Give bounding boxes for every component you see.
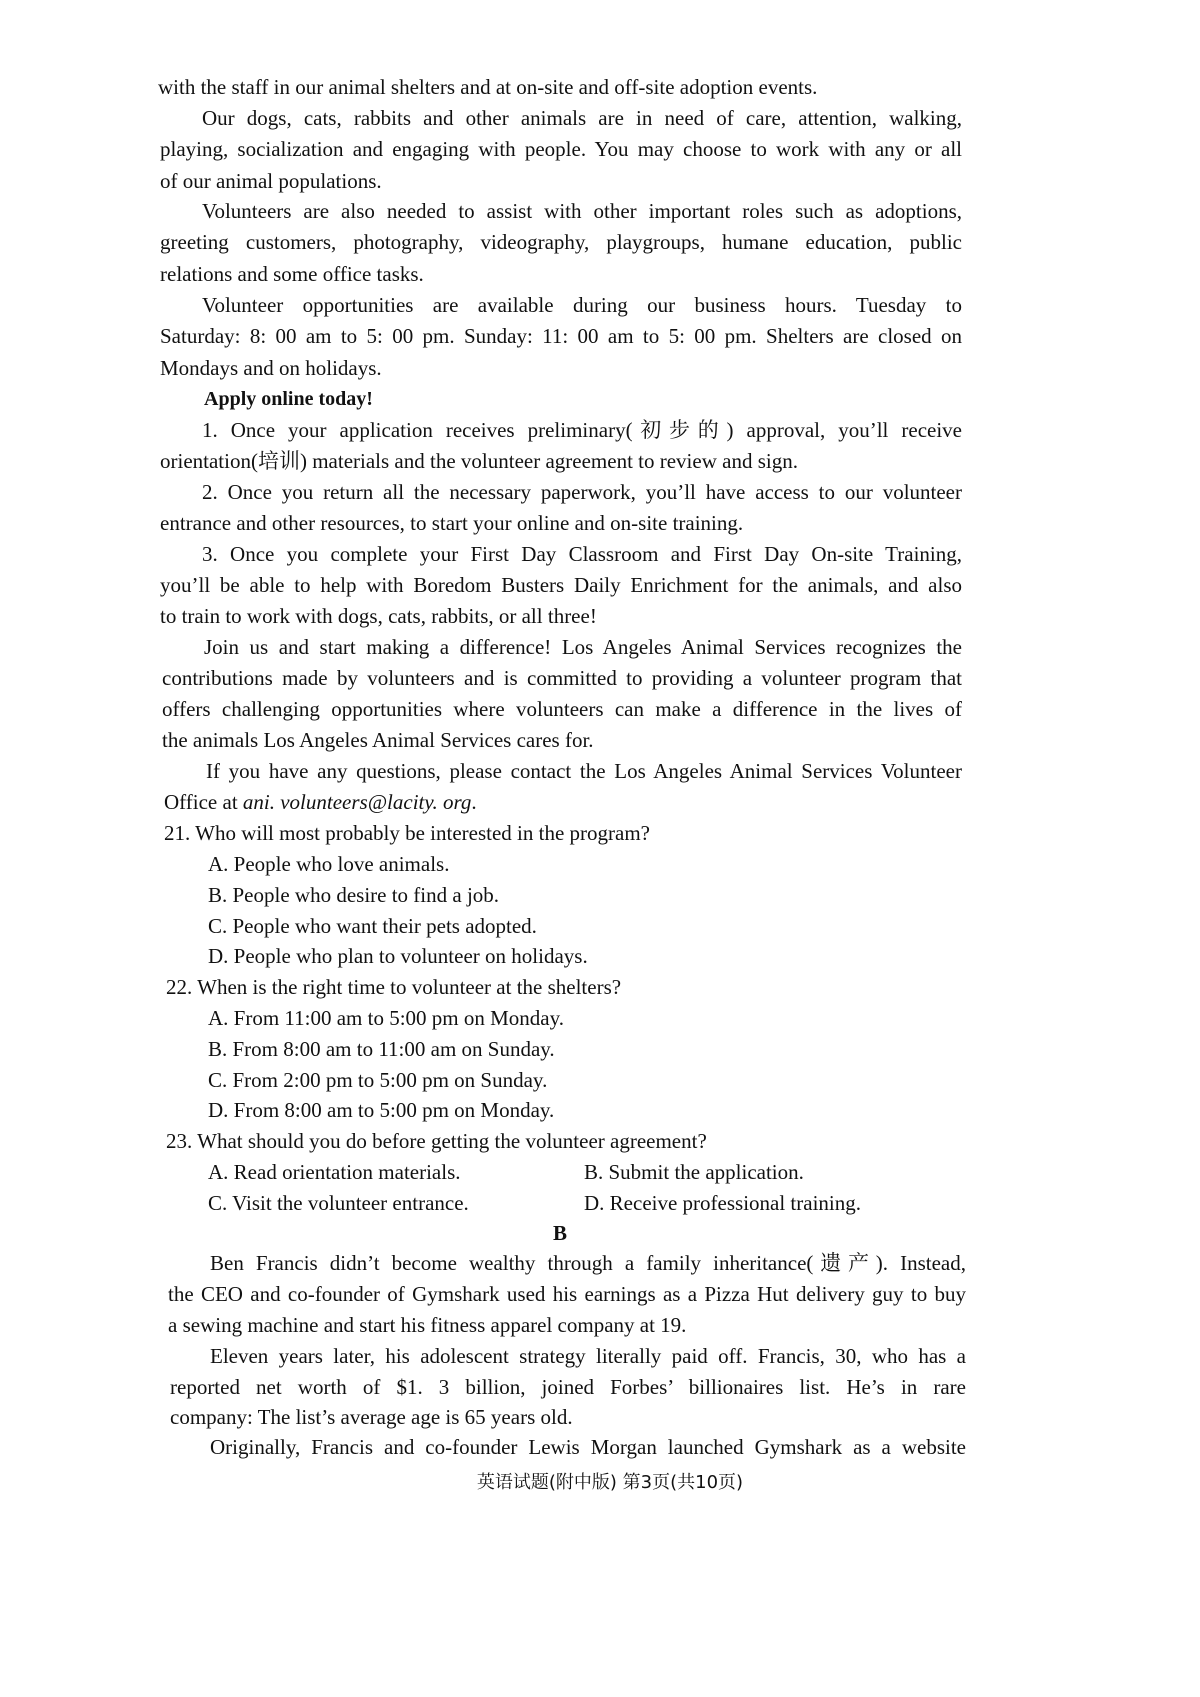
- passage-a-line: Volunteers are also needed to assist with other important roles such as adoptions,: [202, 199, 962, 223]
- contact-prefix: Office at: [164, 790, 243, 814]
- passage-b-line: reported net worth of $1. 3 billion, joined Forbes’ billionaires list. He’s in rare: [170, 1375, 966, 1399]
- step-line: orientation(培训) materials and the volunteer agreement to review and sign.: [160, 449, 798, 473]
- q23-option-d: D. Receive professional training.: [584, 1191, 861, 1215]
- passage-b-line: Ben Francis didn’t become wealthy through a family inheritance(遗产). Instead,: [210, 1251, 966, 1275]
- passage-a-line: Saturday: 8: 00 am to 5: 00 pm. Sunday: 11: 00 am to 5: 00 pm. Shelters are closed on: [160, 324, 962, 348]
- passage-a-line: offers challenging opportunities where volunteers can make a difference in the lives of: [162, 697, 962, 721]
- q23-option-c: C. Visit the volunteer entrance.: [208, 1191, 469, 1215]
- passage-a-line: Mondays and on holidays.: [160, 356, 382, 380]
- passage-b-line: a sewing machine and start his fitness apparel company at 19.: [168, 1313, 687, 1337]
- passage-a-line: contributions made by volunteers and is committed to providing a volunteer program that: [162, 666, 962, 690]
- step-line: 1. Once your application receives preliminary(初步的) approval, you’ll receive: [202, 418, 962, 442]
- step-line: you’ll be able to help with Boredom Busters Daily Enrichment for the animals, and also: [160, 573, 962, 597]
- q21-option-c: C. People who want their pets adopted.: [208, 914, 537, 938]
- passage-a-line: relations and some office tasks.: [160, 262, 424, 286]
- page-footer: 英语试题(附中版) 第3页(共10页): [476, 1472, 744, 1493]
- apply-heading: Apply online today!: [204, 388, 373, 410]
- q21-option-d: D. People who plan to volunteer on holidays.: [208, 944, 588, 968]
- passage-a-line: If you have any questions, please contact the Los Angeles Animal Services Volunteer: [206, 759, 962, 783]
- q21-option-b: B. People who desire to find a job.: [208, 883, 500, 907]
- q22-option-b: B. From 8:00 am to 11:00 am on Sunday.: [208, 1037, 555, 1061]
- q22-option-d: D. From 8:00 am to 5:00 pm on Monday.: [208, 1098, 555, 1122]
- passage-b-line: Eleven years later, his adolescent strategy literally paid off. Francis, 30, who has a: [210, 1344, 966, 1368]
- question-21-stem: 21. Who will most probably be interested in the program?: [164, 821, 651, 845]
- passage-a-line: Join us and start making a difference! Los Angeles Animal Services recognizes the: [204, 635, 962, 659]
- contact-email: ani. volunteers@lacity. org: [242, 790, 472, 814]
- q21-option-a: A. People who love animals.: [208, 852, 450, 876]
- passage-a-line: with the staff in our animal shelters and at on-site and off-site adoption events.: [158, 75, 818, 99]
- passage-a-line: playing, socialization and engaging with people. You may choose to work with any or all: [160, 137, 962, 161]
- contact-line: [164, 789, 477, 815]
- step-line: entrance and other resources, to start your online and on-site training.: [160, 511, 744, 535]
- passage-a-line: the animals Los Angeles Animal Services cares for.: [162, 728, 594, 752]
- passage-a-line: of our animal populations.: [160, 169, 382, 193]
- contact-suffix: .: [471, 790, 477, 814]
- passage-b-line: the CEO and co-founder of Gymshark used his earnings as a Pizza Hut delivery guy to buy: [168, 1282, 966, 1306]
- question-23-stem: 23. What should you do before getting the volunteer agreement?: [166, 1129, 707, 1153]
- passage-b-line: company: The list’s average age is 65 years old.: [170, 1405, 573, 1429]
- passage-b-line: Originally, Francis and co-founder Lewis Morgan launched Gymshark as a website: [210, 1435, 966, 1459]
- section-b-heading: B: [552, 1221, 567, 1245]
- question-22-stem: 22. When is the right time to volunteer at the shelters?: [166, 975, 622, 999]
- q23-option-b: B. Submit the application.: [584, 1160, 804, 1184]
- step-line: to train to work with dogs, cats, rabbits, or all three!: [160, 604, 597, 628]
- q23-option-a: A. Read orientation materials.: [208, 1160, 461, 1184]
- step-line: 3. Once you complete your First Day Classroom and First Day On-site Training,: [202, 542, 962, 566]
- step-line: 2. Once you return all the necessary paperwork, you’ll have access to our volunteer: [202, 480, 962, 504]
- q22-option-c: C. From 2:00 pm to 5:00 pm on Sunday.: [208, 1068, 548, 1092]
- passage-a-line: greeting customers, photography, videography, playgroups, humane education, public: [160, 230, 962, 254]
- passage-a-line: Volunteer opportunities are available during our business hours. Tuesday to: [202, 293, 962, 317]
- q22-option-a: A. From 11:00 am to 5:00 pm on Monday.: [208, 1006, 565, 1030]
- passage-a-line: Our dogs, cats, rabbits and other animals are in need of care, attention, walking,: [202, 106, 962, 130]
